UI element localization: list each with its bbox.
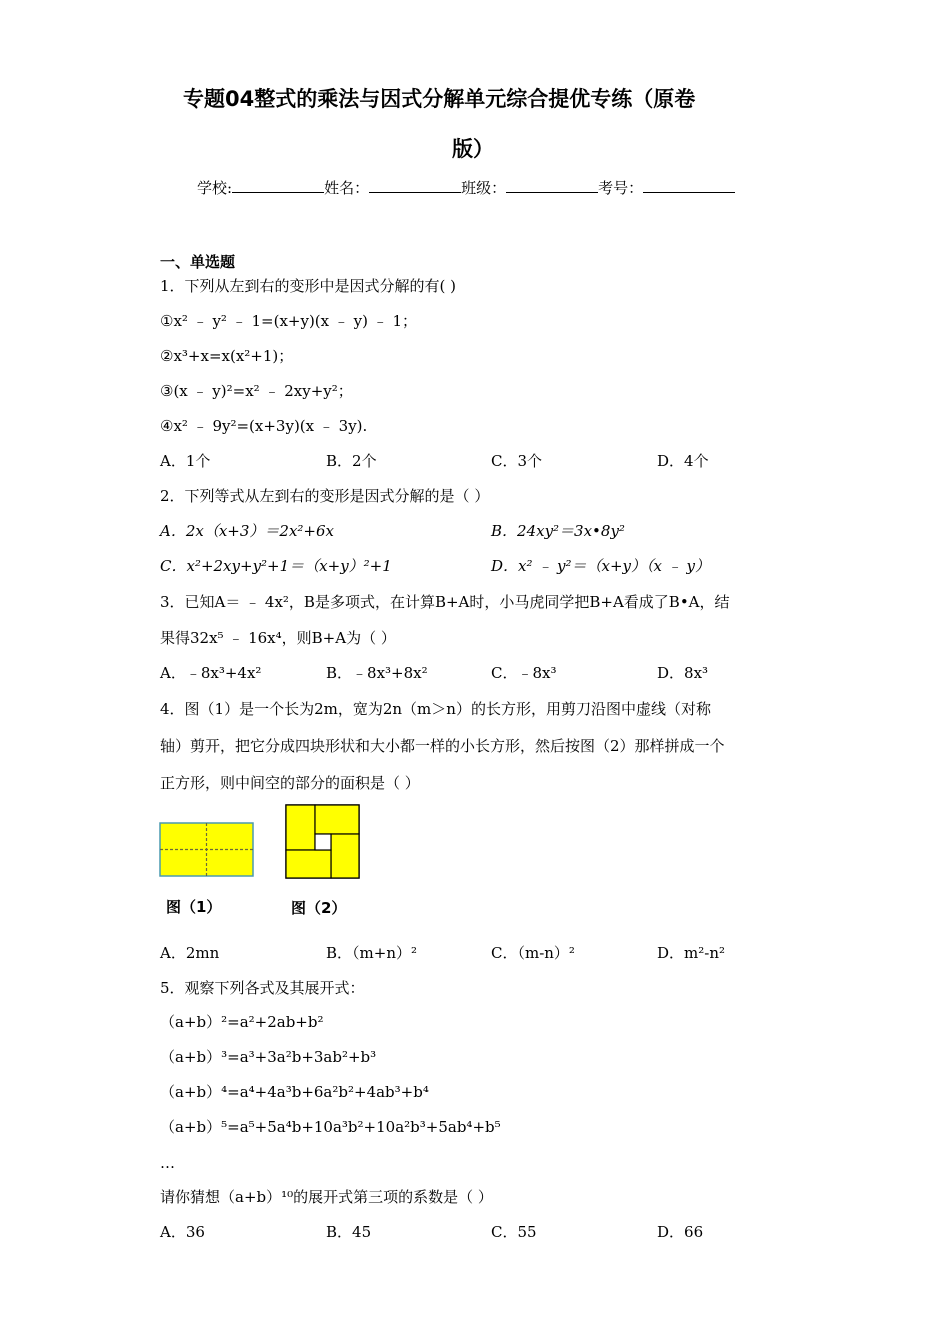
- q5-question: 请你猜想（a+b）¹⁰的展开式第三项的系数是（ ）: [160, 1188, 493, 1206]
- q1-option-a: A．1个: [160, 452, 211, 470]
- q5-option-a: A．36: [160, 1223, 205, 1241]
- section-heading: 一、单选题: [160, 253, 236, 271]
- class-label: 班级：: [461, 179, 507, 197]
- q1-item-2: ②x³+x=x(x²+1)；: [160, 347, 294, 365]
- q5-stem: 5．观察下列各式及其展开式：: [160, 979, 365, 997]
- q5-line-1: （a+b）²=a²+2ab+b²: [160, 1013, 324, 1031]
- q5-line-3: （a+b）⁴=a⁴+4a³b+6a²b²+4ab³+b⁴: [160, 1083, 429, 1101]
- school-blank[interactable]: [232, 178, 324, 193]
- q3-option-d: D．8x³: [657, 664, 709, 682]
- q5-option-c: C．55: [491, 1223, 537, 1241]
- name-blank[interactable]: [369, 178, 461, 193]
- q2-option-d: D．x² ﹣ y²＝（x+y）（x ﹣ y）: [491, 557, 710, 575]
- q3-stem-line1: 3．已知A＝ ﹣ 4x²，B是多项式，在计算B+A时，小马虎同学把B+A看成了B•A，结: [160, 593, 730, 611]
- q5-option-b: B．45: [326, 1223, 372, 1241]
- exam-number-blank[interactable]: [643, 178, 735, 193]
- q4-option-d: D．m²-n²: [657, 944, 726, 962]
- q1-item-1: ①x² ﹣ y² ﹣ 1=(x+y)(x ﹣ y) ﹣ 1；: [160, 312, 418, 330]
- figure-2-square: [285, 804, 361, 880]
- q2-stem: 2．下列等式从左到右的变形是因式分解的是（ ）: [160, 487, 490, 505]
- exam-number-label: 考号：: [598, 179, 644, 197]
- q5-ellipsis: …: [160, 1154, 175, 1172]
- q2-option-b: B．24xy²＝3x•8y²: [491, 522, 625, 540]
- q5-line-4: （a+b）⁵=a⁵+5a⁴b+10a³b²+10a²b³+5ab⁴+b⁵: [160, 1118, 501, 1136]
- q1-option-b: B．2个: [326, 452, 377, 470]
- q2-option-c: C．x²+2xy+y²+1＝（x+y）²+1: [160, 557, 392, 575]
- q4-option-c: C．（m-n）²: [491, 944, 575, 962]
- q4-stem-line3: 正方形，则中间空的部分的面积是（ ）: [160, 774, 420, 792]
- q1-item-3: ③(x ﹣ y)²=x² ﹣ 2xy+y²；: [160, 382, 353, 400]
- page-title-line1: 专题04整式的乘法与因式分解单元综合提优专练（原卷: [183, 87, 696, 111]
- q1-item-4: ④x² ﹣ 9y²=(x+3y)(x ﹣ 3y).: [160, 417, 368, 435]
- figure-1-label: 图（1）: [166, 898, 222, 916]
- q1-option-c: C．3个: [491, 452, 543, 470]
- figure-1-rectangle: [159, 822, 255, 878]
- q5-line-2: （a+b）³=a³+3a²b+3ab²+b³: [160, 1048, 377, 1066]
- q3-option-a: A．﹣8x³+4x²: [160, 664, 262, 682]
- q4-stem-line2: 轴）剪开，把它分成四块形状和大小都一样的小长方形，然后按图（2）那样拼成一个: [160, 737, 725, 755]
- q2-option-a: A．2x（x+3）＝2x²+6x: [160, 522, 334, 540]
- q3-stem-line2: 果得32x⁵ ﹣ 16x⁴，则B+A为（ ）: [160, 629, 396, 647]
- class-blank[interactable]: [506, 178, 598, 193]
- q4-option-b: B．（m+n）²: [326, 944, 417, 962]
- q5-option-d: D．66: [657, 1223, 704, 1241]
- q3-option-c: C．﹣8x³: [491, 664, 557, 682]
- school-label: 学校:: [197, 179, 233, 197]
- q4-stem-line1: 4．图（1）是一个长为2m，宽为2n（m＞n）的长方形，用剪刀沿图中虚线（对称: [160, 700, 711, 718]
- q1-stem: 1．下列从左到右的变形中是因式分解的有( ): [160, 277, 457, 295]
- name-label: 姓名：: [324, 179, 370, 197]
- page-title-line2: 版）: [452, 137, 494, 161]
- figure-2-label: 图（2）: [291, 899, 347, 917]
- q4-option-a: A．2mn: [160, 944, 220, 962]
- q3-option-b: B．﹣8x³+8x²: [326, 664, 428, 682]
- info-fields: [197, 178, 735, 196]
- q1-option-d: D．4个: [657, 452, 709, 470]
